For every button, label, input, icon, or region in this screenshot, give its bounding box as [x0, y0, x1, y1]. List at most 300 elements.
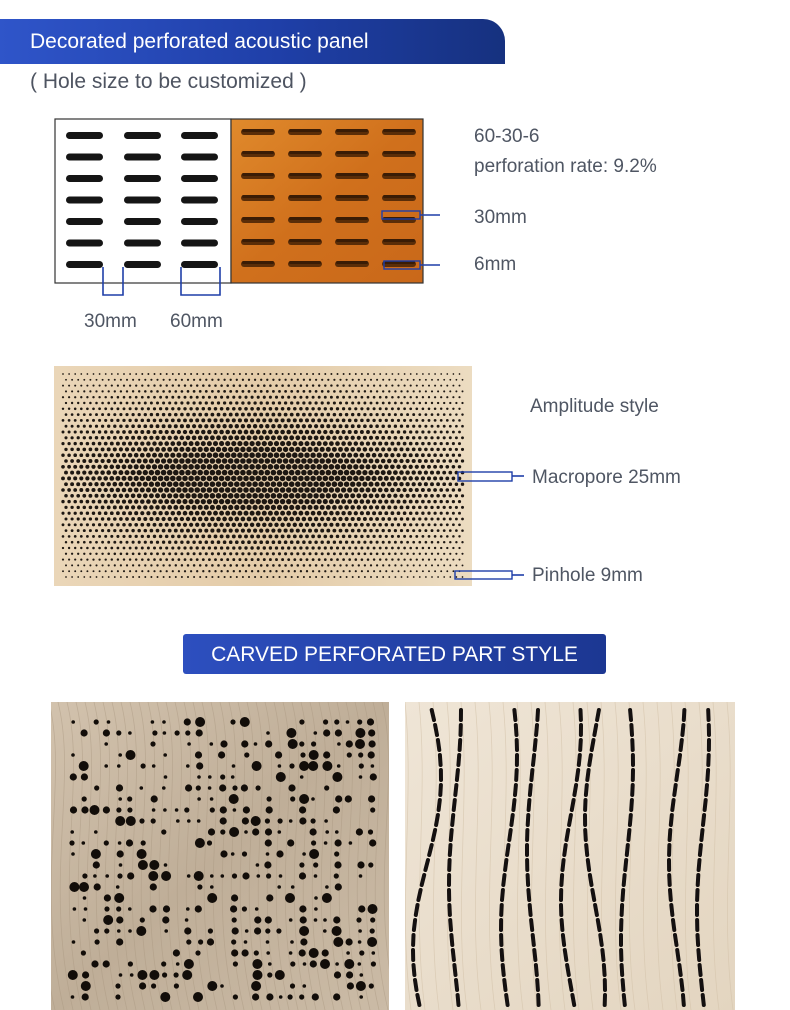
- hole: [112, 482, 117, 487]
- hole: [107, 459, 111, 463]
- carved-slot: [432, 710, 434, 720]
- hole: [332, 447, 337, 452]
- hole: [271, 458, 277, 464]
- hole: [387, 470, 392, 475]
- hole: [256, 441, 261, 446]
- slot-shadow: [336, 217, 368, 220]
- hole: [306, 570, 308, 572]
- hole: [317, 511, 322, 516]
- hole: [406, 529, 409, 532]
- hole: [404, 570, 406, 572]
- hole: [455, 494, 458, 497]
- carved-slot: [700, 845, 701, 855]
- hole: [393, 459, 397, 463]
- hole: [150, 379, 152, 381]
- hole: [79, 453, 83, 457]
- carved-hole: [229, 794, 239, 804]
- carved-hole: [116, 906, 121, 911]
- carved-hole: [186, 907, 190, 911]
- hole: [391, 558, 393, 560]
- hole: [159, 546, 162, 549]
- hole: [397, 430, 401, 434]
- hole: [236, 379, 238, 381]
- hole: [398, 373, 400, 375]
- hole: [164, 464, 170, 470]
- hole: [89, 541, 92, 544]
- hole: [298, 487, 304, 493]
- hole: [93, 570, 95, 572]
- hole: [159, 396, 162, 399]
- carved-hole: [207, 893, 217, 903]
- hole: [103, 465, 107, 469]
- hole: [452, 488, 455, 491]
- carved-hole: [91, 960, 98, 967]
- hole: [275, 407, 279, 411]
- hole: [434, 559, 436, 561]
- carved-hole: [161, 829, 166, 834]
- hole: [355, 570, 357, 572]
- hole: [205, 540, 209, 544]
- carved-hole: [104, 742, 108, 746]
- hole: [68, 419, 71, 422]
- hole: [391, 430, 395, 434]
- carved-slot: [701, 830, 702, 840]
- hole: [360, 419, 364, 423]
- carved-hole: [116, 807, 121, 812]
- hole: [86, 512, 89, 515]
- hole: [179, 493, 184, 498]
- carved-hole: [346, 720, 350, 724]
- hole: [313, 470, 319, 476]
- hole: [110, 465, 115, 470]
- hole: [376, 402, 379, 405]
- hole: [239, 384, 242, 387]
- hole: [433, 465, 437, 469]
- carved-slot: [515, 785, 516, 795]
- hole: [415, 511, 418, 514]
- hole: [354, 511, 358, 515]
- hole: [165, 558, 168, 561]
- hole: [226, 546, 229, 549]
- carved-hole: [127, 796, 132, 801]
- carved-hole: [256, 863, 260, 867]
- hole: [274, 430, 279, 435]
- hole: [61, 442, 64, 445]
- hole: [92, 535, 95, 538]
- hole: [436, 482, 440, 486]
- hole: [155, 436, 159, 440]
- hole: [321, 576, 323, 578]
- hole: [382, 541, 385, 544]
- hole: [156, 402, 159, 405]
- hole: [98, 396, 100, 398]
- carved-slot: [681, 980, 682, 990]
- hole: [277, 447, 282, 452]
- hole: [68, 512, 71, 515]
- hole: [67, 488, 71, 492]
- hole: [250, 441, 255, 446]
- hole: [73, 488, 77, 492]
- hole: [446, 547, 448, 549]
- hole: [385, 535, 388, 538]
- hole: [217, 564, 220, 567]
- hole: [266, 401, 269, 404]
- hole: [293, 534, 297, 538]
- carved-hole: [243, 806, 250, 813]
- hole: [185, 447, 190, 452]
- hole: [442, 494, 445, 497]
- hole: [382, 402, 385, 405]
- hole: [330, 419, 334, 423]
- hole: [262, 523, 266, 527]
- hole: [83, 564, 85, 566]
- hole: [186, 424, 190, 428]
- carved-hole: [184, 959, 194, 969]
- hole: [428, 396, 430, 398]
- hole: [95, 390, 97, 392]
- hole: [403, 430, 406, 433]
- hole: [125, 494, 130, 499]
- hole: [327, 564, 329, 566]
- hole: [147, 384, 149, 386]
- hole: [119, 541, 122, 544]
- hole: [194, 452, 199, 457]
- hole: [244, 418, 248, 422]
- carved-hole: [240, 717, 250, 727]
- carved-slot: [628, 830, 629, 840]
- hole: [422, 570, 424, 572]
- carved-hole: [136, 926, 146, 936]
- hole: [338, 493, 343, 498]
- carved-hole: [335, 962, 339, 966]
- hole: [228, 470, 234, 476]
- hole: [65, 553, 67, 555]
- hole: [213, 430, 218, 435]
- hole: [458, 396, 460, 398]
- hole: [120, 553, 123, 556]
- hole: [246, 470, 252, 476]
- carved-hole: [368, 829, 373, 834]
- hole: [283, 481, 289, 487]
- hole: [86, 523, 89, 526]
- hole: [418, 541, 421, 544]
- hole: [291, 576, 293, 578]
- carved-hole: [323, 918, 327, 922]
- hole: [357, 424, 361, 428]
- hole: [335, 441, 340, 446]
- hole: [292, 452, 298, 458]
- slot: [124, 240, 161, 247]
- hole: [259, 424, 263, 428]
- carved-slot: [452, 815, 453, 825]
- hole: [418, 482, 422, 486]
- carved-hole: [233, 994, 238, 999]
- hole: [320, 413, 324, 417]
- hole: [262, 511, 267, 516]
- hole: [439, 476, 443, 480]
- hole: [277, 481, 283, 487]
- carved-hole: [195, 751, 202, 758]
- carved-hole: [70, 830, 74, 834]
- hole: [213, 523, 217, 527]
- carved-hole: [210, 874, 214, 878]
- hole: [298, 464, 304, 470]
- hole: [443, 576, 445, 578]
- hole: [335, 499, 340, 504]
- carved-hole: [82, 796, 87, 801]
- carved-hole: [229, 827, 239, 837]
- hole: [278, 390, 281, 393]
- hole: [415, 476, 419, 480]
- hole: [91, 488, 95, 492]
- hole: [320, 540, 323, 543]
- hole: [274, 523, 278, 527]
- hole: [437, 553, 439, 555]
- hole: [250, 523, 254, 527]
- hole: [232, 418, 236, 422]
- hole: [324, 396, 327, 399]
- hole: [80, 535, 83, 538]
- hole: [378, 499, 382, 503]
- hole: [356, 470, 361, 475]
- hole: [403, 453, 407, 457]
- hole: [449, 413, 452, 416]
- hole: [141, 419, 145, 423]
- hole: [244, 511, 249, 516]
- hole: [229, 540, 233, 544]
- hole: [458, 442, 461, 445]
- hole: [71, 529, 74, 532]
- hole: [198, 517, 203, 522]
- hole: [231, 441, 236, 446]
- hole: [399, 470, 404, 475]
- carved-hole: [186, 939, 191, 944]
- hole: [195, 430, 199, 434]
- hole: [442, 471, 446, 475]
- hole: [369, 541, 372, 544]
- hole: [338, 458, 343, 463]
- hole: [140, 441, 144, 445]
- carved-hole: [220, 850, 227, 857]
- hole: [251, 384, 254, 387]
- hole: [443, 553, 445, 555]
- hole: [250, 546, 253, 549]
- hole: [433, 453, 437, 457]
- hole: [234, 505, 239, 510]
- hole: [419, 379, 421, 381]
- carved-slot: [681, 740, 682, 750]
- carved-hole: [198, 939, 203, 944]
- hole: [425, 390, 427, 392]
- hole: [91, 465, 95, 469]
- hole: [128, 419, 131, 422]
- hole: [107, 402, 110, 405]
- carved-hole: [195, 838, 205, 848]
- hole: [249, 487, 255, 493]
- hole: [238, 396, 241, 399]
- hole: [443, 518, 446, 521]
- hole: [360, 523, 364, 527]
- hole: [132, 576, 134, 578]
- hole: [390, 464, 395, 469]
- hole: [345, 413, 348, 416]
- carved-slot: [699, 860, 700, 870]
- hole: [220, 407, 224, 411]
- hole: [241, 390, 244, 393]
- hole: [455, 506, 458, 509]
- hole: [88, 459, 92, 463]
- hole: [214, 407, 218, 411]
- hole: [458, 523, 461, 526]
- hole: [445, 477, 449, 481]
- carved-hole: [349, 841, 353, 845]
- hole: [252, 458, 258, 464]
- hole: [368, 470, 373, 475]
- hole: [318, 570, 320, 572]
- hole: [247, 435, 252, 440]
- hole: [68, 559, 70, 561]
- carved-hole: [369, 983, 374, 988]
- hole: [216, 493, 222, 499]
- carved-slot: [701, 980, 702, 990]
- hole: [301, 447, 306, 452]
- hole: [241, 424, 245, 428]
- carved-hole: [196, 785, 201, 790]
- hole: [372, 499, 376, 503]
- hole: [314, 413, 318, 417]
- hole: [250, 407, 254, 411]
- hole: [256, 511, 261, 516]
- hole: [92, 385, 94, 387]
- hole: [128, 442, 132, 446]
- hole: [326, 493, 331, 498]
- carved-hole: [220, 817, 227, 824]
- hole: [175, 379, 177, 381]
- carved-hole: [115, 983, 120, 988]
- hole: [111, 558, 113, 560]
- hole: [301, 458, 307, 464]
- hole: [83, 379, 85, 381]
- carved-slot: [533, 935, 534, 945]
- hole: [131, 424, 135, 428]
- hole: [164, 441, 169, 446]
- carved-hole: [252, 959, 262, 969]
- hole: [397, 385, 399, 387]
- hole: [123, 547, 126, 550]
- hole: [77, 553, 79, 555]
- hole: [369, 459, 374, 464]
- hole: [364, 552, 367, 555]
- hole: [416, 547, 419, 550]
- carved-hole: [185, 918, 189, 922]
- hole: [372, 430, 376, 434]
- hole: [425, 402, 427, 404]
- hole: [226, 523, 230, 527]
- hole: [124, 470, 129, 475]
- hole: [150, 424, 154, 428]
- hole: [382, 529, 385, 532]
- hole: [230, 576, 232, 578]
- hole: [131, 447, 135, 451]
- hole: [119, 529, 122, 532]
- carved-hole: [220, 806, 227, 813]
- hole: [67, 453, 71, 457]
- hole: [452, 431, 455, 434]
- hole: [179, 505, 184, 510]
- hole: [266, 552, 269, 555]
- carved-hole: [232, 917, 237, 922]
- hole: [76, 494, 80, 498]
- carved-hole: [118, 797, 122, 801]
- hole: [455, 564, 457, 566]
- hole: [274, 452, 280, 458]
- hole: [101, 436, 105, 440]
- hole: [396, 465, 401, 470]
- hole: [238, 418, 242, 422]
- hole: [97, 476, 102, 481]
- carved-hole: [275, 970, 285, 980]
- carved-hole: [82, 873, 87, 878]
- hole: [77, 436, 80, 439]
- hole: [452, 547, 454, 549]
- hole: [295, 447, 300, 452]
- hole: [77, 425, 80, 428]
- hole: [147, 547, 150, 550]
- hole: [119, 459, 124, 464]
- carved-hole: [310, 828, 317, 835]
- hole: [364, 564, 366, 566]
- hole: [171, 535, 175, 539]
- hole: [65, 413, 68, 416]
- hole: [403, 396, 405, 398]
- hole: [160, 373, 162, 375]
- hole: [385, 558, 387, 560]
- carved-hole: [174, 972, 179, 977]
- hole: [287, 407, 291, 411]
- hole: [269, 407, 273, 411]
- hole: [400, 564, 402, 566]
- hole: [95, 517, 98, 520]
- hole: [301, 481, 307, 487]
- hole: [197, 481, 203, 487]
- hole: [134, 419, 137, 422]
- hole: [107, 541, 110, 544]
- hole: [248, 379, 250, 381]
- hole: [341, 441, 346, 446]
- hole: [323, 499, 328, 504]
- hole: [104, 500, 108, 504]
- hole: [173, 447, 178, 452]
- hole: [284, 552, 287, 555]
- hole: [455, 413, 457, 415]
- hole: [388, 541, 391, 544]
- hole: [189, 511, 194, 516]
- hole: [128, 523, 132, 527]
- hole: [120, 379, 122, 381]
- hole: [92, 442, 96, 446]
- hole: [449, 459, 452, 462]
- carved-hole: [140, 786, 144, 790]
- hole: [131, 470, 136, 475]
- carved-hole: [309, 948, 319, 958]
- hole: [168, 401, 171, 404]
- hole: [132, 552, 135, 555]
- carved-slot: [536, 965, 537, 975]
- hole: [65, 425, 68, 428]
- hole: [399, 459, 403, 463]
- hole: [187, 576, 189, 578]
- hole: [421, 488, 425, 492]
